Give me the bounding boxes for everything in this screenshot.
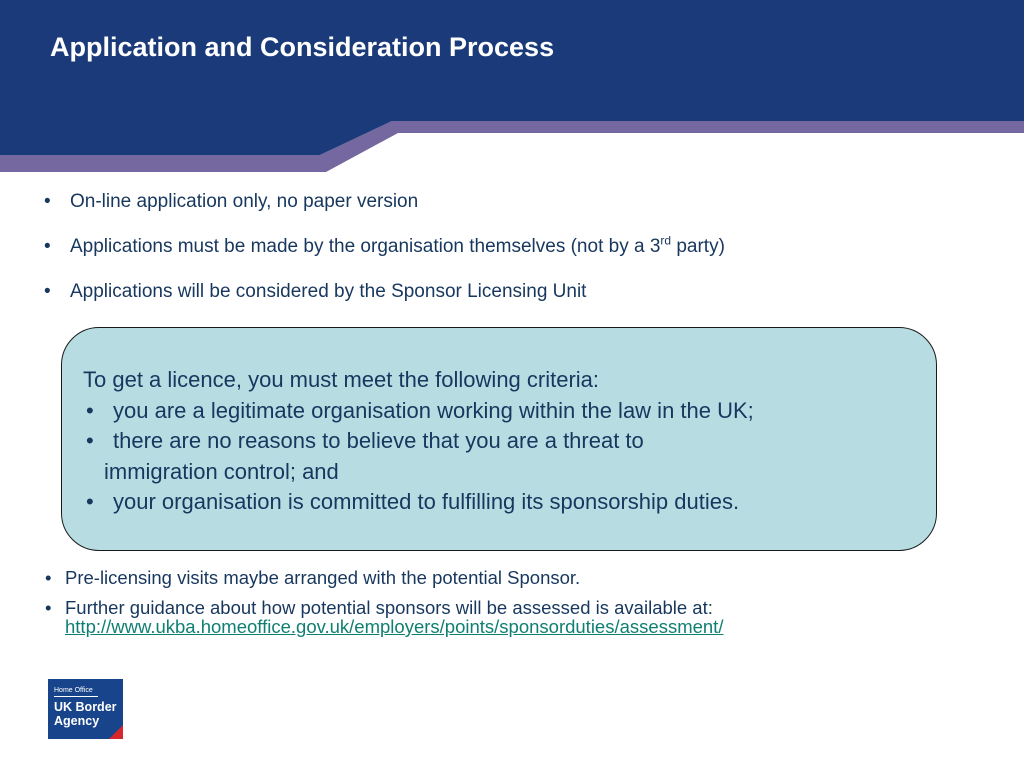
list-item (44, 279, 725, 324)
logo-divider (54, 696, 98, 697)
bullet-marker: • (86, 397, 94, 423)
criteria-item (83, 396, 754, 427)
top-bullet-list (44, 189, 725, 324)
superscript-ordinal: rd (660, 233, 672, 248)
bullet-marker: • (86, 428, 94, 453)
criteria-item-text: you are a legitimate organisation working within the law in the UK; (113, 397, 754, 423)
list-item (44, 189, 725, 234)
bottom-bullet-list (45, 566, 723, 644)
bullet-marker: • (44, 191, 51, 212)
logo-agency-line: Agency (54, 714, 100, 728)
bullet-text: Applications must be made by the organisation themselves (not by a 3 (70, 236, 661, 257)
bullet-marker: • (45, 597, 52, 618)
guidance-link[interactable]: http://www.ukba.homeoffice.gov.uk/employers/points/sponsorduties/assessment/ (65, 616, 724, 637)
list-item (44, 234, 725, 279)
header-banner (0, 0, 1024, 175)
criteria-intro: To get a licence, you must meet the following criteria: (83, 367, 600, 392)
criteria-item (83, 487, 754, 518)
bullet-text-end: party) (671, 236, 725, 257)
uk-border-agency-logo (48, 679, 123, 739)
bullet-marker: • (86, 489, 94, 514)
bullet-text: Further guidance about how potential sponsors will be assessed is available at: (65, 597, 713, 618)
criteria-callout-box (61, 327, 937, 551)
bullet-marker: • (44, 236, 51, 257)
bullet-marker: • (45, 567, 52, 588)
bullet-text: Applications will be considered by the Sponsor Licensing Unit (70, 281, 587, 302)
page-title: Application and Consideration Process (50, 32, 555, 62)
logo-department-text: Home Office (54, 687, 93, 694)
logo-corner-flag (109, 725, 123, 739)
logo-agency-line: UK Border (54, 700, 117, 714)
bullet-text: On-line application only, no paper version (70, 191, 419, 212)
criteria-item-text: your organisation is committed to fulfilling its sponsorship duties. (113, 489, 740, 514)
bullet-marker: • (44, 281, 51, 302)
list-item (45, 566, 723, 590)
list-item (45, 596, 723, 638)
bullet-text: Pre-licensing visits maybe arranged with the potential Sponsor. (65, 567, 581, 588)
logo-agency-name (54, 700, 117, 728)
banner-shape (0, 0, 1024, 175)
criteria-item-text: there are no reasons to believe that you are a threat to immigration control; and (104, 428, 644, 484)
criteria-item (83, 426, 744, 487)
criteria-text (83, 365, 754, 518)
